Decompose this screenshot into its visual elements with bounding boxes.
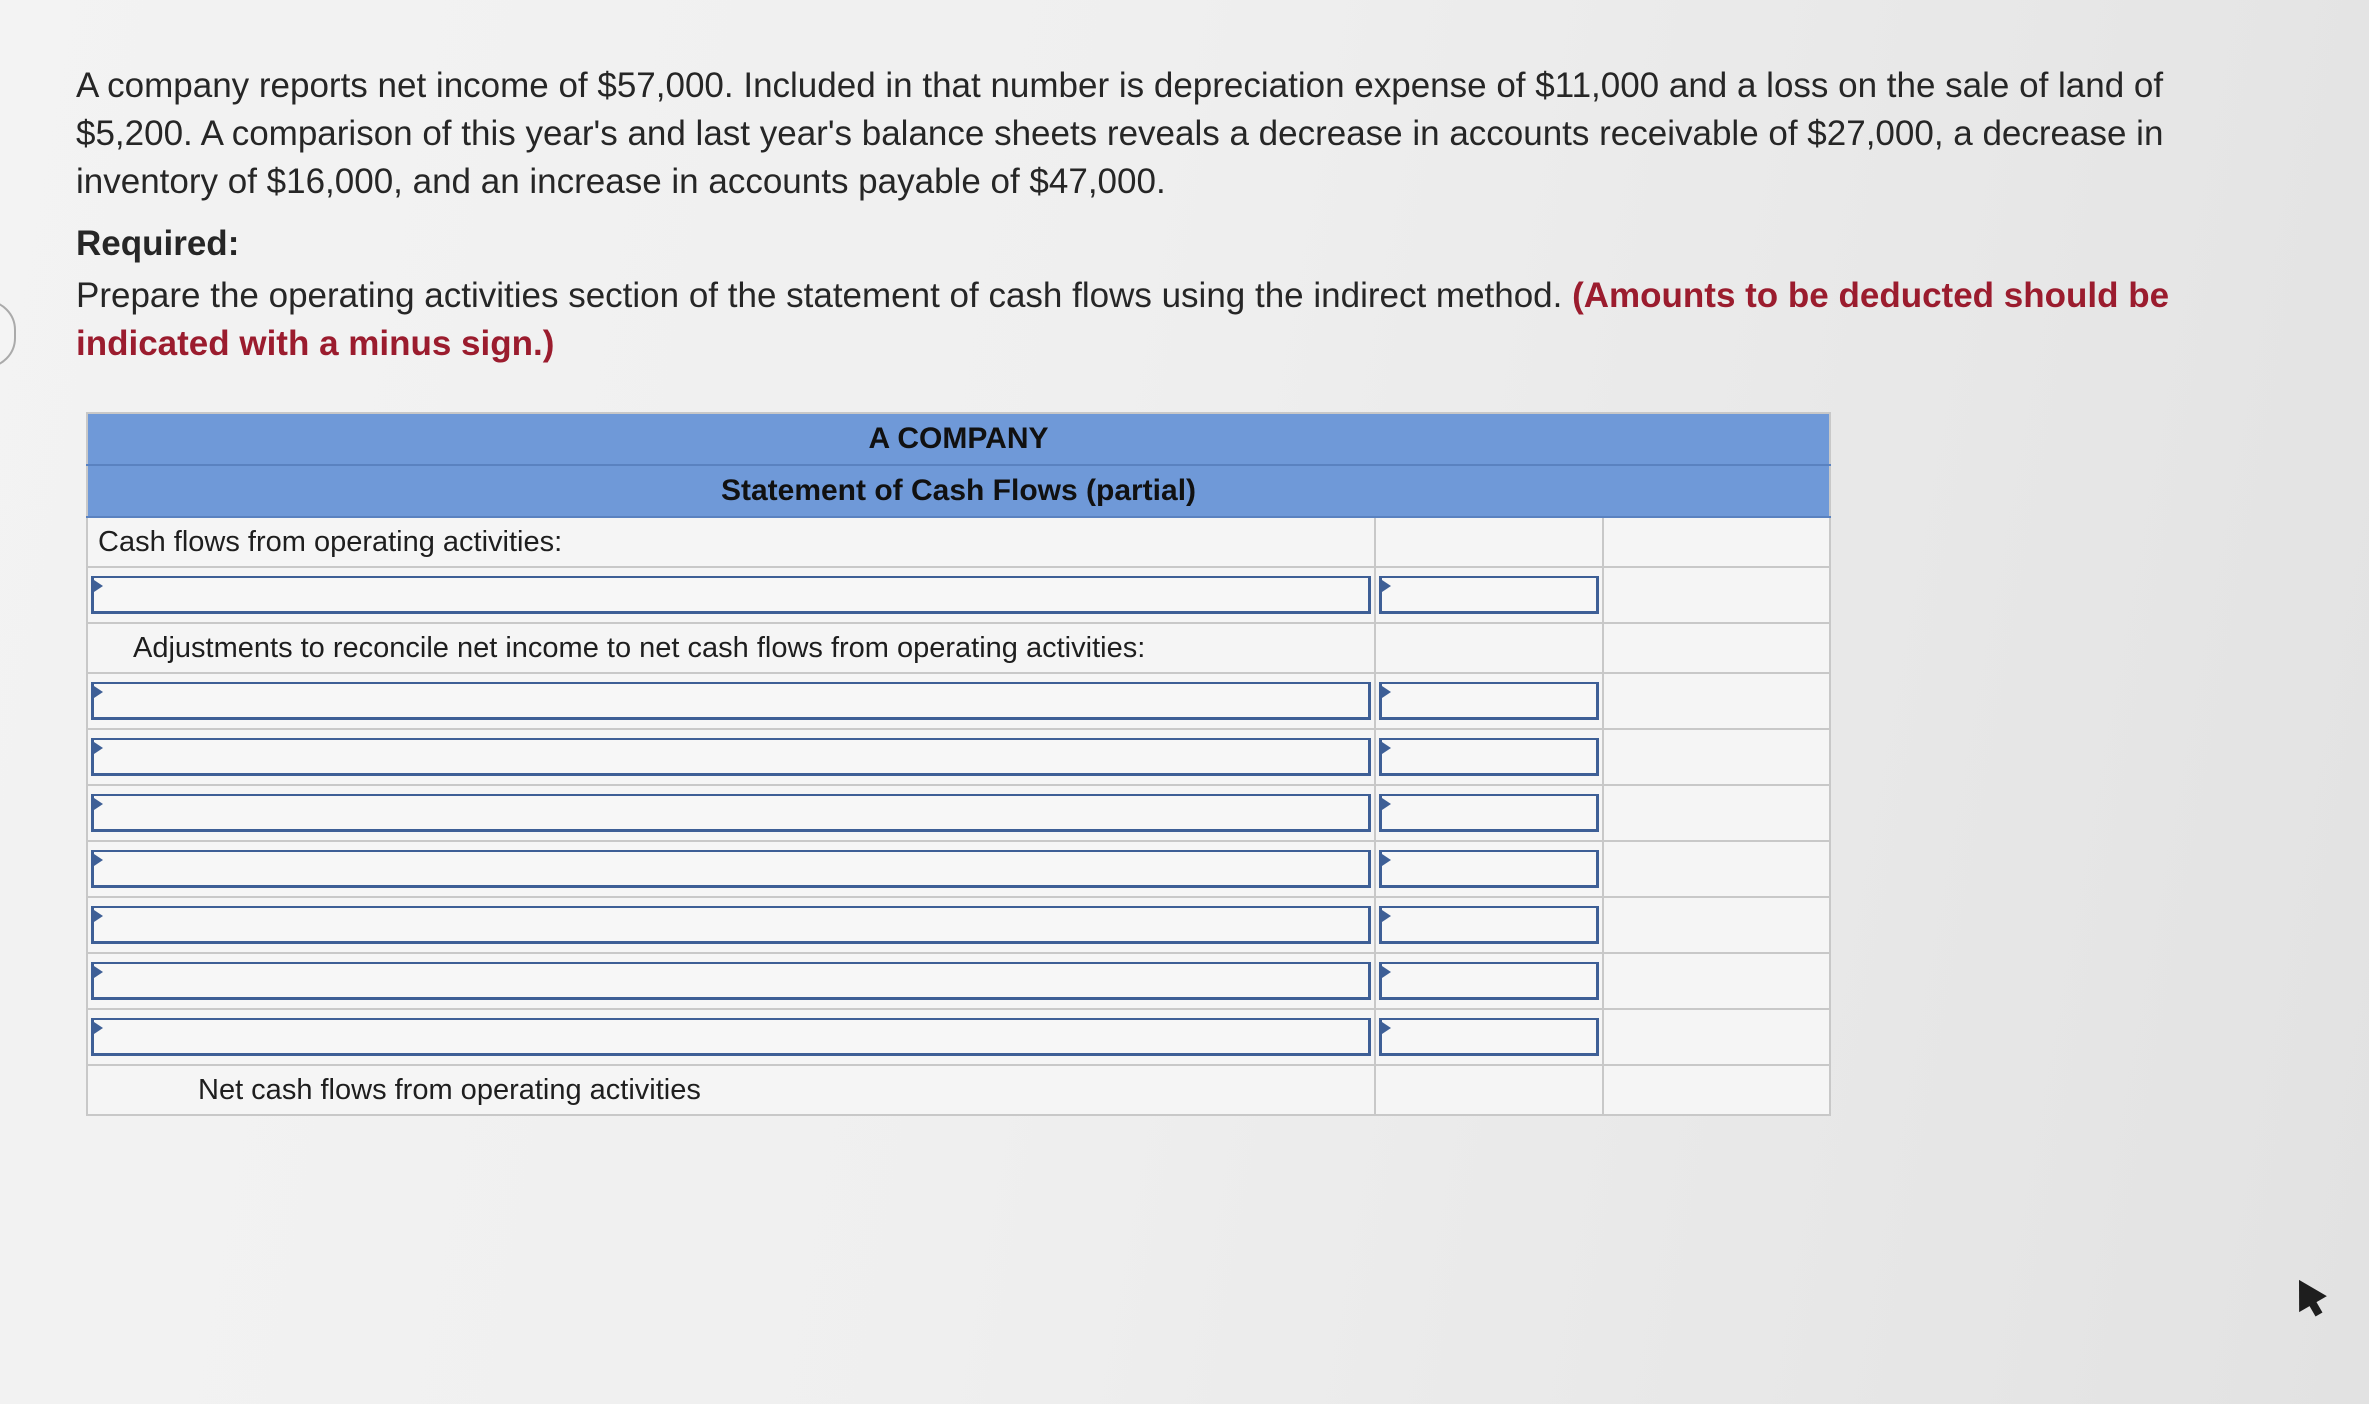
table-row [87,953,1830,1009]
table-row [87,673,1830,729]
empty-cell [1603,953,1830,1009]
table-row [87,785,1830,841]
description-input-cell[interactable] [87,1009,1375,1065]
empty-cell [1603,897,1830,953]
description-input-4[interactable] [91,850,1371,888]
amount-input-cell[interactable] [1375,673,1602,729]
description-input-cell[interactable] [87,897,1375,953]
empty-cell [1375,623,1602,673]
amount-input-cell[interactable] [1375,897,1602,953]
instructions [76,272,2246,368]
net-cash-flows-label: Net cash flows from operating activities [87,1065,1375,1115]
required-label: Required: [76,224,240,263]
mouse-cursor-icon [2285,1272,2327,1312]
table-row [87,841,1830,897]
side-panel-tab[interactable] [0,300,16,368]
description-input-0[interactable] [91,576,1371,614]
amount-input-cell[interactable] [1375,1009,1602,1065]
amount-input-cell[interactable] [1375,729,1602,785]
description-input-5[interactable] [91,906,1371,944]
table-row [87,897,1830,953]
description-input-cell[interactable] [87,673,1375,729]
description-input-3[interactable] [91,794,1371,832]
description-input-7[interactable] [91,1018,1371,1056]
amount-input-2[interactable] [1379,738,1598,776]
section-label-row [87,517,1830,567]
empty-cell [1603,785,1830,841]
amount-input-cell[interactable] [1375,953,1602,1009]
empty-cell [1603,673,1830,729]
empty-cell [1375,1065,1602,1115]
cash-flow-statement-table [86,412,1831,1116]
amount-input-0[interactable] [1379,576,1598,614]
amount-input-5[interactable] [1379,906,1598,944]
amount-input-cell[interactable] [1375,841,1602,897]
empty-cell [1603,567,1830,623]
description-input-2[interactable] [91,738,1371,776]
amount-input-4[interactable] [1379,850,1598,888]
table-row [87,729,1830,785]
amount-input-6[interactable] [1379,962,1598,1000]
amount-input-1[interactable] [1379,682,1598,720]
instruction-emphasis: (Amounts to be deducted should be indicated with a minus sign.) [76,276,2170,363]
net-total-cell [1603,1065,1830,1115]
description-input-cell[interactable] [87,785,1375,841]
net-cash-flows-row [87,1065,1830,1115]
empty-cell [1603,623,1830,673]
statement-title-header: Statement of Cash Flows (partial) [87,465,1830,517]
table-row [87,567,1830,623]
description-input-cell[interactable] [87,567,1375,623]
empty-cell [1603,1009,1830,1065]
table-row [87,1009,1830,1065]
description-input-6[interactable] [91,962,1371,1000]
empty-cell [1375,517,1602,567]
operating-activities-label: Cash flows from operating activities: [87,517,1375,567]
empty-cell [1603,841,1830,897]
amount-input-7[interactable] [1379,1018,1598,1056]
company-name-header: A COMPANY [87,413,1830,465]
description-input-cell[interactable] [87,841,1375,897]
description-input-cell[interactable] [87,953,1375,1009]
adjustments-label: Adjustments to reconcile net income to net cash flows from operating activities: [87,623,1375,673]
empty-cell [1603,729,1830,785]
instruction-text: Prepare the operating activities section of the statement of cash flows using the indirect method. [76,276,1563,315]
amount-input-3[interactable] [1379,794,1598,832]
empty-cell [1603,517,1830,567]
amount-input-cell[interactable] [1375,785,1602,841]
description-input-1[interactable] [91,682,1371,720]
amount-input-cell[interactable] [1375,567,1602,623]
problem-text: A company reports net income of $57,000. Included in that number is depreciation expense of $11,000 and a loss on the sale of land of $5,200. A comparison of this year's and last year's balance sheets reveals a decrease in accounts receivable of $27,000, a decrease in inventory of $16,000, and an increase in accounts payable of $47,000. [76,66,2164,201]
adjustments-label-row [87,623,1830,673]
description-input-cell[interactable] [87,729,1375,785]
